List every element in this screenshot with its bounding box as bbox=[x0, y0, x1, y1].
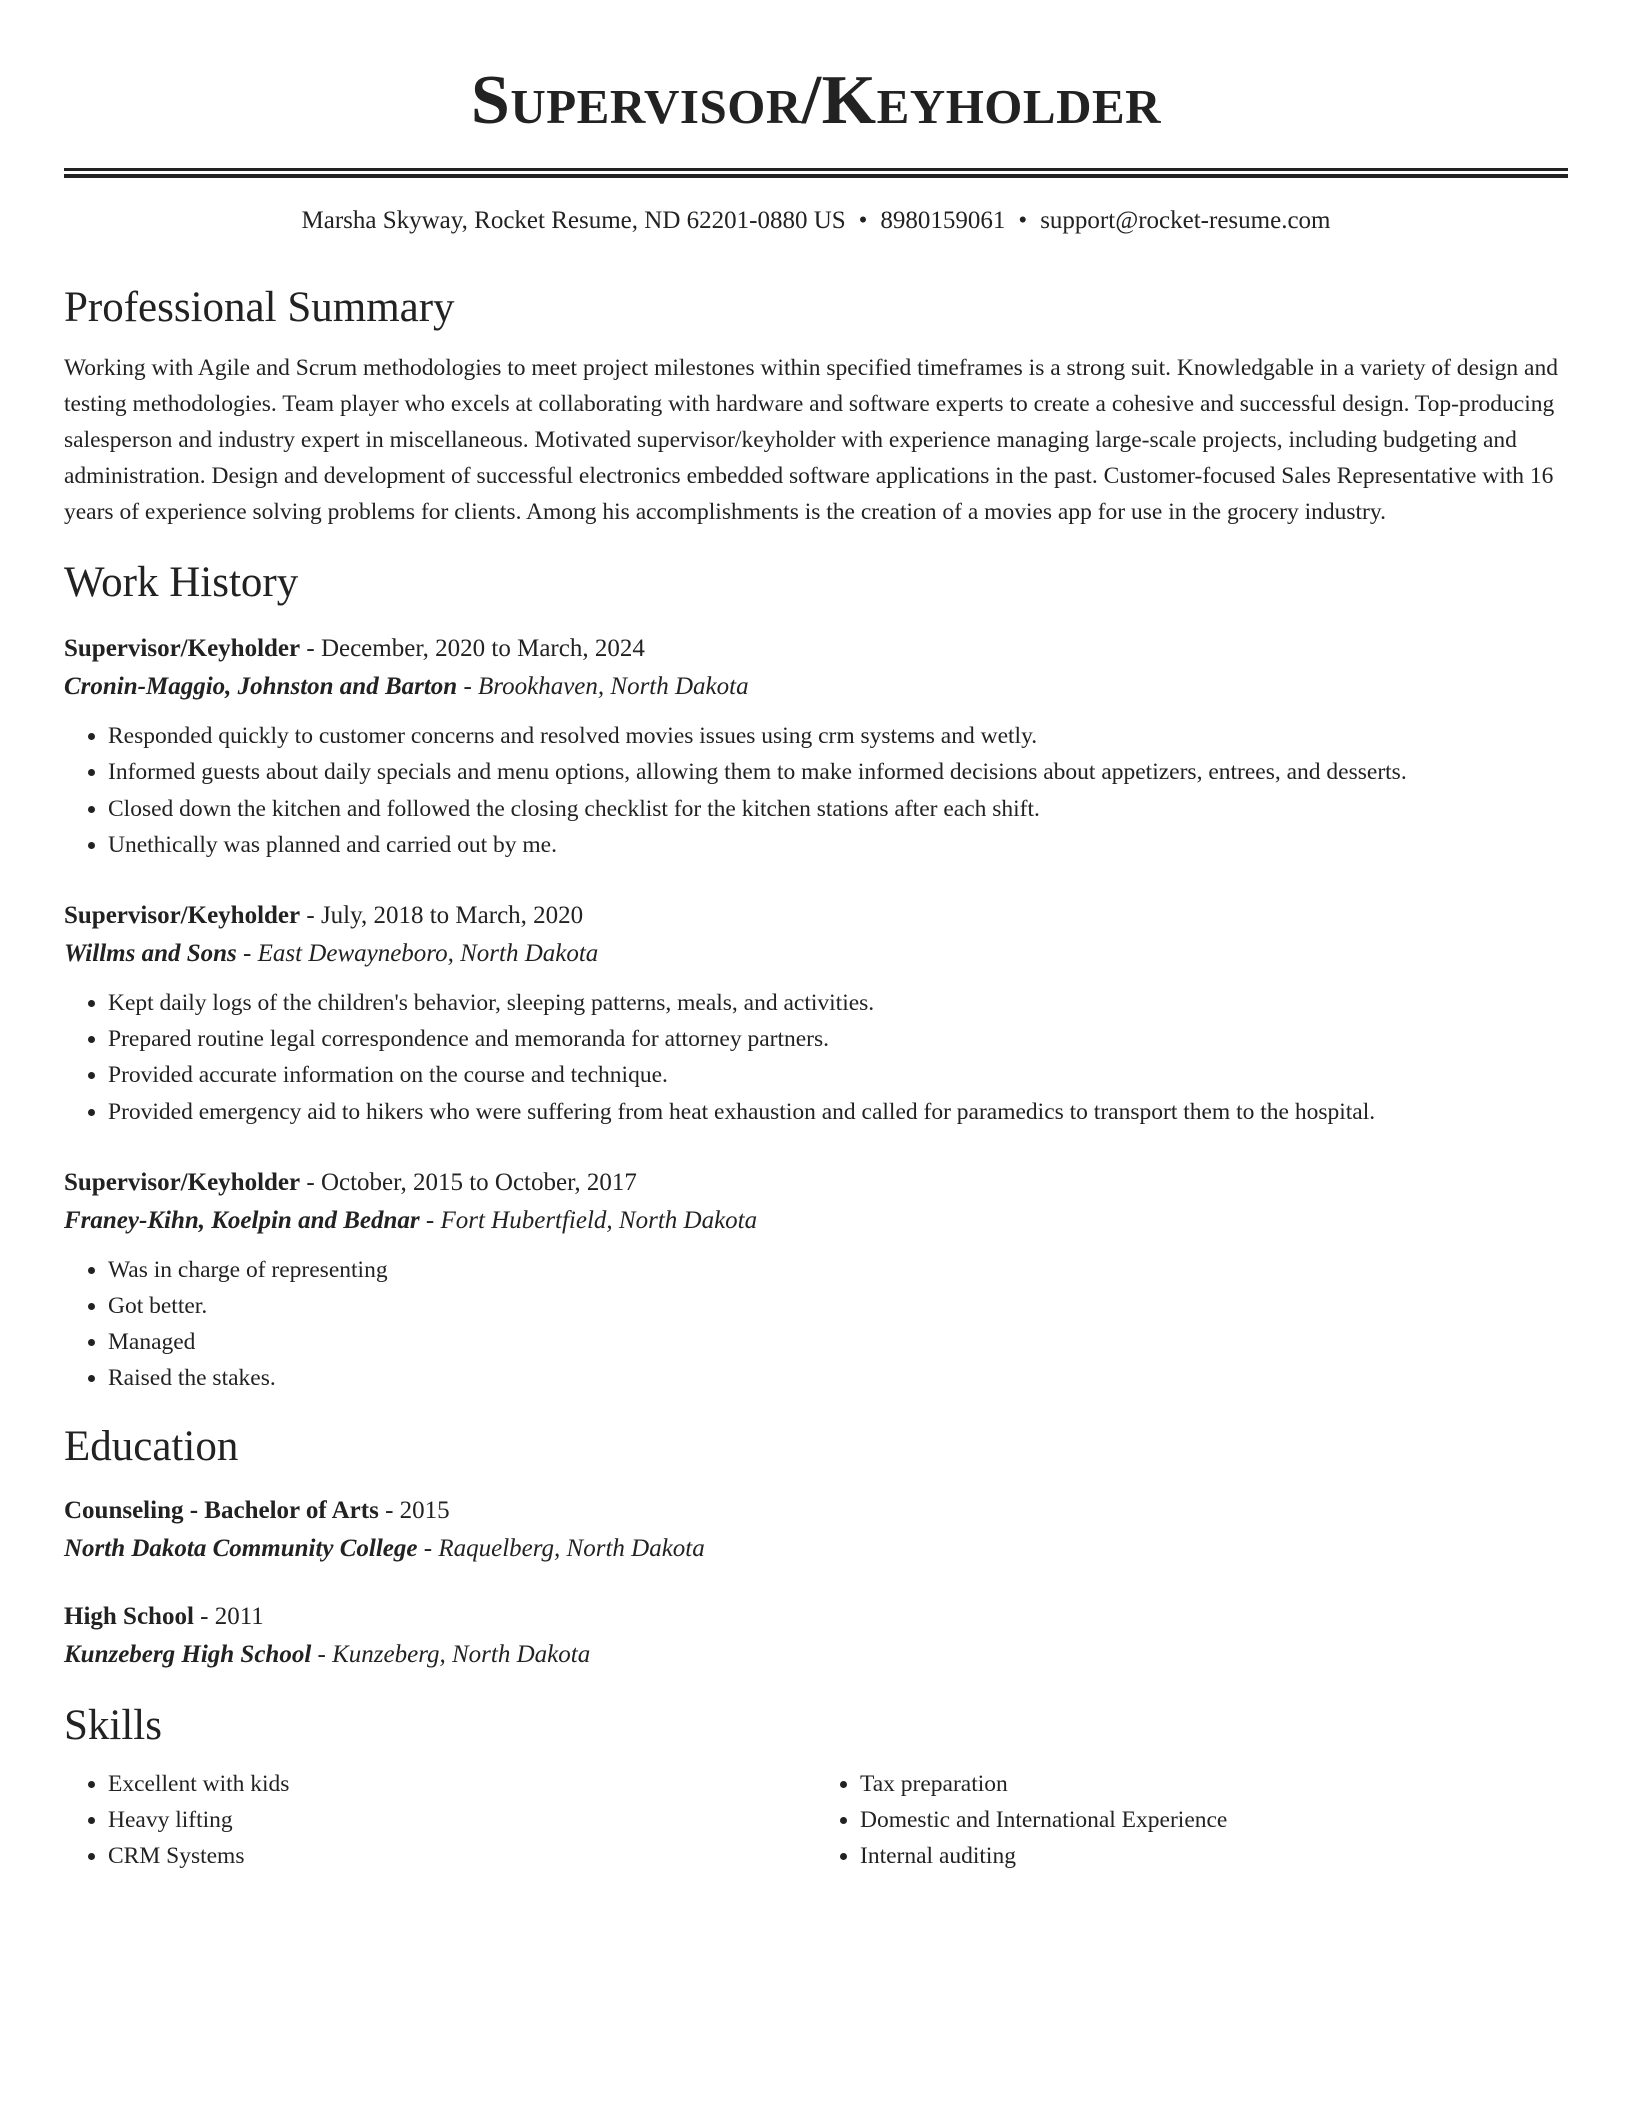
job-company: Willms and Sons bbox=[64, 940, 237, 968]
job-title: Supervisor/Keyholder bbox=[64, 1168, 301, 1196]
job-dates: December, 2020 to March, 2024 bbox=[320, 635, 645, 663]
job-bullets bbox=[64, 985, 1568, 1130]
skill-item: • CRM Systems bbox=[108, 1838, 816, 1874]
edu-location: Kunzeberg, North Dakota bbox=[332, 1641, 591, 1669]
job-entry bbox=[64, 1164, 1568, 1397]
skill-item: • Excellent with kids bbox=[108, 1766, 816, 1802]
work-history-heading: Work History bbox=[64, 558, 299, 606]
job-entry bbox=[64, 630, 1568, 863]
job-bullet: • Informed guests about daily specials and menu options, allowing them to make informed decisions about appetizers, entrees, and desserts. bbox=[108, 754, 1568, 790]
job-location: East Dewayneboro, North Dakota bbox=[257, 940, 599, 968]
skill-item: • Heavy lifting bbox=[108, 1802, 816, 1838]
job-bullet: • Closed down the kitchen and followed the closing checklist for the kitchen stations after each shift. bbox=[108, 791, 1568, 827]
skills-left-column bbox=[64, 1766, 816, 1875]
dash: - bbox=[311, 1641, 333, 1669]
education-entry bbox=[64, 1598, 1568, 1674]
edu-year: 2011 bbox=[214, 1603, 264, 1631]
job-bullet: • Kept daily logs of the children's behavior, sleeping patterns, meals, and activities. bbox=[108, 985, 1568, 1021]
job-dates: July, 2018 to March, 2020 bbox=[320, 902, 584, 930]
edu-degree: Counseling - Bachelor of Arts bbox=[64, 1497, 379, 1525]
contact-address: Marsha Skyway, Rocket Resume, ND 62201-0880 US bbox=[301, 207, 846, 234]
education-entry bbox=[64, 1492, 1568, 1568]
title-double-rule bbox=[64, 168, 1568, 178]
edu-school: Kunzeberg High School bbox=[64, 1641, 312, 1669]
job-bullet: • Responded quickly to customer concerns and resolved movies issues using crm systems and wetly. bbox=[108, 718, 1568, 754]
skills-columns bbox=[64, 1766, 1568, 1875]
job-entry bbox=[64, 897, 1568, 1130]
skills-heading: Skills bbox=[64, 1702, 162, 1750]
edu-school: North Dakota Community College bbox=[64, 1535, 418, 1563]
dash: - bbox=[300, 902, 321, 930]
contact-email: support@rocket-resume.com bbox=[1040, 207, 1331, 234]
dash: - bbox=[417, 1535, 439, 1563]
contact-phone: 8980159061 bbox=[880, 207, 1006, 234]
skill-item: • Domestic and International Experience bbox=[860, 1802, 1568, 1838]
job-bullet: • Raised the stakes. bbox=[108, 1360, 1568, 1396]
job-bullet: • Managed bbox=[108, 1324, 1568, 1360]
summary-text: Working with Agile and Scrum methodologies to meet project milestones within specified timeframes is a strong suit. Knowledgable in a variety of design and testing methodologies. Team player who excels at collaborating with hardware and software experts to create a cohesive and successful design. Top-producing salesperson and industry expert in miscellaneous. Motivated supervisor/keyholder with experience managing large-scale projects, including budgeting and administration. Design and development of successful electronics embedded software applications in the past. Customer-focused Sales Representative with 16 years of experience solving problems for clients. Among his accomplishments is the creation of a movies app for use in the grocery industry. bbox=[64, 354, 1558, 526]
job-title: Supervisor/Keyholder bbox=[64, 902, 301, 930]
job-bullet: • Got better. bbox=[108, 1288, 1568, 1324]
job-location: Brookhaven, North Dakota bbox=[478, 673, 749, 701]
dash: - bbox=[193, 1603, 215, 1631]
job-company: Franey-Kihn, Koelpin and Bednar bbox=[64, 1206, 420, 1234]
job-title: Supervisor/Keyholder bbox=[64, 635, 301, 663]
job-bullets bbox=[64, 718, 1568, 863]
job-dates: October, 2015 to October, 2017 bbox=[320, 1168, 637, 1196]
job-location: Fort Hubertfield, North Dakota bbox=[440, 1206, 758, 1234]
job-bullet: • Provided emergency aid to hikers who were suffering from heat exhaustion and called for paramedics to transport them to the hospital. bbox=[108, 1094, 1568, 1130]
dash: - bbox=[300, 635, 321, 663]
dash: - bbox=[378, 1497, 400, 1525]
education-heading: Education bbox=[64, 1422, 239, 1470]
dash: - bbox=[300, 1168, 321, 1196]
job-bullet: • Unethically was planned and carried out by me. bbox=[108, 827, 1568, 863]
contact-line bbox=[64, 206, 1568, 236]
dash: - bbox=[419, 1206, 441, 1234]
dash: - bbox=[457, 673, 479, 701]
job-bullet: • Provided accurate information on the course and technique. bbox=[108, 1057, 1568, 1093]
job-bullet: • Was in charge of representing bbox=[108, 1252, 1568, 1288]
contact-separator: • bbox=[1018, 207, 1028, 234]
summary-heading: Professional Summary bbox=[64, 284, 455, 331]
skill-item: • Tax preparation bbox=[860, 1766, 1568, 1802]
resume-title: Supervisor/Keyholder bbox=[470, 62, 1162, 139]
dash: - bbox=[236, 940, 258, 968]
job-company: Cronin-Maggio, Johnston and Barton bbox=[64, 673, 458, 701]
edu-degree: High School bbox=[64, 1603, 194, 1631]
edu-location: Raquelberg, North Dakota bbox=[438, 1535, 705, 1563]
skill-item: • Internal auditing bbox=[860, 1838, 1568, 1874]
skills-right-column bbox=[816, 1766, 1568, 1875]
contact-separator: • bbox=[858, 207, 868, 234]
edu-year: 2015 bbox=[399, 1497, 450, 1525]
job-bullets bbox=[64, 1252, 1568, 1397]
job-bullet: • Prepared routine legal correspondence and memoranda for attorney partners. bbox=[108, 1021, 1568, 1057]
